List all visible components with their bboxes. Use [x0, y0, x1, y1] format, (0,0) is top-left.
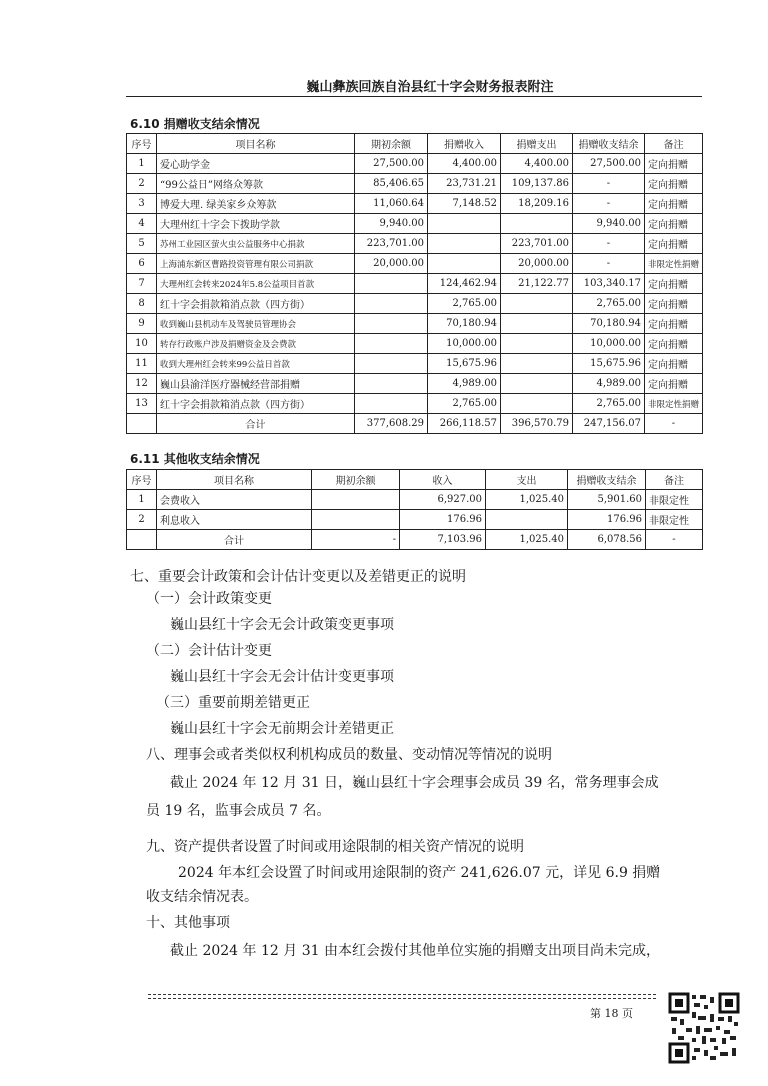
table-row: [127, 394, 703, 414]
cell-index: 13: [127, 394, 157, 414]
cell-note: 非限定性: [646, 510, 703, 530]
section-8-title: 八、理事会或者类似权利机构成员的数量、变动情况等情况的说明: [146, 747, 552, 763]
footer-rule-2: [148, 998, 656, 999]
cell-opening: 9,940.00: [355, 214, 428, 234]
cell-project: 会费收入: [157, 490, 312, 510]
cell-expense: [501, 294, 573, 314]
table-header-row: [127, 470, 703, 490]
donation-balance-table: [126, 133, 703, 434]
cell-index: 1: [127, 490, 157, 510]
cell-note: 定向捐赠: [645, 354, 703, 374]
col-header-expense: 支出: [486, 470, 568, 490]
cell-income: 15,675.96: [428, 354, 501, 374]
cell-note: 定向捐赠: [645, 374, 703, 394]
cell-note: 非限定性: [646, 490, 703, 510]
section-10-line-1: 截止 2024 年 12 月 31 由本红会拨付其他单位实施的捐赠支出项目尚未完成，: [170, 943, 660, 959]
table-total-row: [127, 414, 703, 434]
cell-note: 定向捐赠: [645, 154, 703, 174]
cell-opening: 27,500.00: [355, 154, 428, 174]
section-7-3-text: 巍山县红十字会无前期会计差错更正: [170, 721, 394, 737]
cell-project: 大理州红十字会下拨助学款: [157, 214, 355, 234]
cell-balance: 70,180.94: [573, 314, 645, 334]
col-header-income: 收入: [400, 470, 486, 490]
col-header-income: 捐赠收入: [428, 134, 501, 154]
cell-expense: 20,000.00: [501, 254, 573, 274]
cell-opening: [355, 374, 428, 394]
cell-index: [127, 530, 157, 550]
cell-expense: [501, 354, 573, 374]
cell-expense: [501, 314, 573, 334]
cell-project: “99公益日”网络众筹款: [157, 174, 355, 194]
section-9-line-2: 收支结余情况表。: [146, 889, 258, 905]
cell-project: 苏州工业园区萤火虫公益服务中心捐款: [157, 234, 355, 254]
cell-opening: [355, 314, 428, 334]
cell-note: 非限定性捐赠: [645, 394, 703, 414]
cell-project: 爱心助学金: [157, 154, 355, 174]
cell-opening: [355, 274, 428, 294]
qr-code-icon: [668, 992, 740, 1064]
cell-income: 7,148.52: [428, 194, 501, 214]
cell-opening: [355, 294, 428, 314]
cell-index: 2: [127, 174, 157, 194]
cell-balance: 2,765.00: [573, 294, 645, 314]
table-total-row: [127, 530, 703, 550]
cell-note: 定向捐赠: [645, 314, 703, 334]
cell-opening: -: [312, 530, 400, 550]
table-row: [127, 510, 703, 530]
table-row: [127, 334, 703, 354]
table-row: [127, 154, 703, 174]
cell-index: 12: [127, 374, 157, 394]
col-header-balance: 捐赠收支结余: [568, 470, 646, 490]
col-header-project: 项目名称: [157, 134, 355, 154]
cell-opening: [355, 354, 428, 374]
col-header-index: 序号: [127, 134, 157, 154]
cell-income: [428, 254, 501, 274]
cell-index: 6: [127, 254, 157, 274]
cell-note: 定向捐赠: [645, 234, 703, 254]
cell-opening: [355, 394, 428, 414]
cell-balance: 27,500.00: [573, 154, 645, 174]
cell-index: 9: [127, 314, 157, 334]
cell-balance: 15,675.96: [573, 354, 645, 374]
section-9-title: 九、资产提供者设置了时间或用途限制的相关资产情况的说明: [146, 839, 524, 855]
cell-project: 巍山县渝洋医疗器械经营部捐赠: [157, 374, 355, 394]
cell-project: 转存行政账户涉及捐赠资金及会费款: [157, 334, 355, 354]
col-header-opening: 期初余额: [312, 470, 400, 490]
col-header-project: 项目名称: [157, 470, 312, 490]
section-8-line-2: 员 19 名，监事会成员 7 名。: [146, 803, 331, 819]
cell-expense: [501, 214, 573, 234]
page-number: 第 18 页: [590, 1007, 633, 1020]
table-row: [127, 274, 703, 294]
table-row: [127, 294, 703, 314]
cell-balance: 103,340.17: [573, 274, 645, 294]
section-7-title: 七、重要会计政策和会计估计变更以及差错更正的说明: [130, 569, 466, 585]
cell-expense: 1,025.40: [486, 490, 568, 510]
table-row: [127, 314, 703, 334]
cell-expense: 18,209.16: [501, 194, 573, 214]
cell-opening: [355, 334, 428, 354]
cell-opening: 85,406.65: [355, 174, 428, 194]
cell-income: 4,989.00: [428, 374, 501, 394]
cell-income: 2,765.00: [428, 294, 501, 314]
cell-opening: [312, 510, 400, 530]
cell-opening: 20,000.00: [355, 254, 428, 274]
section-8-line-1: 截止 2024 年 12 月 31 日，巍山县红十字会理事会成员 39 名，常务理事会成: [170, 775, 659, 791]
cell-project: 红十字会捐款箱消点款（四方街）: [157, 394, 355, 414]
section-7-3-title: （三）重要前期差错更正: [156, 695, 310, 711]
cell-balance: 10,000.00: [573, 334, 645, 354]
qr-code-graphic: [668, 992, 740, 1064]
cell-income: 10,000.00: [428, 334, 501, 354]
cell-index: 1: [127, 154, 157, 174]
cell-expense: 109,137.86: [501, 174, 573, 194]
cell-balance: 6,078.56: [568, 530, 646, 550]
table-row: [127, 374, 703, 394]
other-balance-table: [126, 469, 703, 550]
cell-balance: 4,989.00: [573, 374, 645, 394]
cell-index: 2: [127, 510, 157, 530]
table-row: [127, 354, 703, 374]
cell-balance: -: [573, 254, 645, 274]
table-header-row: [127, 134, 703, 154]
cell-index: 8: [127, 294, 157, 314]
cell-expense: [486, 510, 568, 530]
cell-expense: [501, 374, 573, 394]
cell-expense: [501, 334, 573, 354]
cell-income: 6,927.00: [400, 490, 486, 510]
cell-index: [127, 414, 157, 434]
cell-opening: 377,608.29: [355, 414, 428, 434]
page-header-title: 巍山彝族回族自治县红十字会财务报表附注: [306, 80, 554, 95]
cell-index: 7: [127, 274, 157, 294]
cell-income: 124,462.94: [428, 274, 501, 294]
cell-balance: -: [573, 194, 645, 214]
cell-income: 4,400.00: [428, 154, 501, 174]
cell-project: 利息收入: [157, 510, 312, 530]
cell-balance: 5,901.60: [568, 490, 646, 510]
section-9-line-1: 2024 年本红会设置了时间或用途限制的资产 241,626.07 元，详见 6.9 捐赠: [178, 865, 661, 881]
cell-expense: 1,025.40: [486, 530, 568, 550]
header-rule: [126, 96, 702, 97]
cell-balance: 176.96: [568, 510, 646, 530]
table-row: [127, 214, 703, 234]
cell-income: 7,103.96: [400, 530, 486, 550]
col-header-note: 备注: [645, 134, 703, 154]
section-7-2-title: （二）会计估计变更: [146, 643, 272, 659]
cell-project: 红十字会捐款箱消点款（四方街）: [157, 294, 355, 314]
col-header-balance: 捐赠收支结余: [573, 134, 645, 154]
section-6-11-heading: 6.11 其他收支结余情况: [130, 452, 260, 466]
section-7-1-title: （一）会计政策变更: [146, 591, 272, 607]
cell-income: 23,731.21: [428, 174, 501, 194]
cell-expense: 223,701.00: [501, 234, 573, 254]
cell-total-label: 合计: [157, 530, 312, 550]
section-6-10-heading: 6.10 捐赠收支结余情况: [130, 117, 260, 131]
cell-project: 上海浦东新区曹路投资管理有限公司捐款: [157, 254, 355, 274]
cell-expense: 396,570.79: [501, 414, 573, 434]
cell-balance: 9,940.00: [573, 214, 645, 234]
cell-expense: [501, 394, 573, 414]
table-row: [127, 254, 703, 274]
col-header-index: 序号: [127, 470, 157, 490]
cell-balance: 2,765.00: [573, 394, 645, 414]
section-7-2-text: 巍山县红十字会无会计估计变更事项: [170, 669, 394, 685]
cell-note: 定向捐赠: [645, 174, 703, 194]
cell-income: 2,765.00: [428, 394, 501, 414]
cell-note: 定向捐赠: [645, 294, 703, 314]
cell-note: 定向捐赠: [645, 274, 703, 294]
table-row: [127, 234, 703, 254]
cell-total-label: 合计: [157, 414, 355, 434]
cell-income: 266,118.57: [428, 414, 501, 434]
cell-note: 非限定性捐赠: [645, 254, 703, 274]
table-row: [127, 490, 703, 510]
cell-income: 70,180.94: [428, 314, 501, 334]
table-row: [127, 194, 703, 214]
cell-project: 大理州红会转来2024年5.8公益项目首款: [157, 274, 355, 294]
cell-index: 4: [127, 214, 157, 234]
cell-project: 收到巍山县机动车及驾驶员管理协会: [157, 314, 355, 334]
cell-balance: 247,156.07: [573, 414, 645, 434]
cell-income: [428, 234, 501, 254]
col-header-opening: 期初余额: [355, 134, 428, 154]
footer-rule: [148, 994, 656, 995]
cell-opening: 223,701.00: [355, 234, 428, 254]
cell-income: [428, 214, 501, 234]
cell-index: 11: [127, 354, 157, 374]
cell-opening: 11,060.64: [355, 194, 428, 214]
cell-expense: 4,400.00: [501, 154, 573, 174]
col-header-note: 备注: [646, 470, 703, 490]
cell-index: 10: [127, 334, 157, 354]
cell-expense: 21,122.77: [501, 274, 573, 294]
cell-income: 176.96: [400, 510, 486, 530]
cell-balance: -: [573, 174, 645, 194]
section-7-1-text: 巍山县红十字会无会计政策变更事项: [170, 617, 394, 633]
cell-balance: -: [573, 234, 645, 254]
table-row: [127, 174, 703, 194]
cell-opening: [312, 490, 400, 510]
cell-project: 收到大理州红会转来99公益日首款: [157, 354, 355, 374]
cell-note: -: [645, 414, 703, 434]
cell-index: 5: [127, 234, 157, 254]
col-header-expense: 捐赠支出: [501, 134, 573, 154]
cell-note: 定向捐赠: [645, 214, 703, 234]
cell-note: 定向捐赠: [645, 194, 703, 214]
cell-note: -: [646, 530, 703, 550]
cell-note: 定向捐赠: [645, 334, 703, 354]
cell-index: 3: [127, 194, 157, 214]
cell-project: 博爱大理. 绿美家乡众筹款: [157, 194, 355, 214]
section-10-title: 十、其他事项: [146, 915, 230, 931]
